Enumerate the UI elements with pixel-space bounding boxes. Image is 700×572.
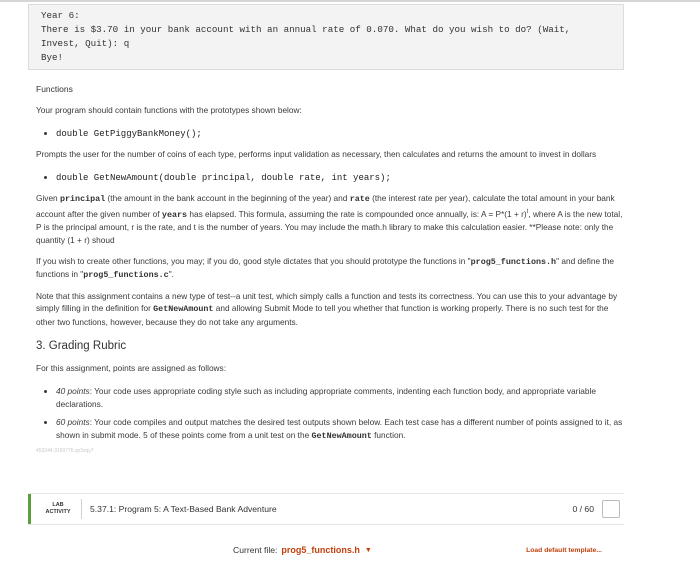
text-span: " and define the functions in " (36, 255, 614, 280)
lab-tag-line: ACTIVITY (45, 509, 71, 515)
code-span: prog5_functions.c (83, 270, 169, 281)
text-span: : Your code uses appropriate coding style such as including appropriate comments, indenting each function body, and appropriate variable declarations. (56, 386, 596, 409)
text-span: Given (36, 193, 60, 204)
text-span: Note that this assignment contains a new type of test--a unit test, which simply calls a function and tests its correctness. You can use this to your advantage by simply filling in the definition for (36, 290, 618, 314)
lab-activity-bar[interactable] (28, 493, 624, 525)
terminal-output (28, 4, 624, 70)
code-span: rate (349, 194, 370, 205)
lab-title: 5.37.1: Program 5: A Text-Based Bank Adventure (90, 504, 277, 514)
lab-score: 0 / 60 (572, 504, 594, 514)
points-emphasis: 40 points (56, 386, 90, 397)
chevron-down-icon[interactable]: ▼ (364, 546, 372, 554)
text-span: and allowing Submit Mode to tell you whether that function is working properly. There is no such test for the other two functions, however, because they do not take any arguments. (36, 303, 609, 327)
superscript: t (526, 208, 529, 215)
prototype-item (56, 171, 624, 185)
current-file-dropdown[interactable]: prog5_functions.h (281, 545, 360, 555)
prototype-description: Prompts the user for the number of coins of each type, performs input validation as necessary, then calculates and returns the amount to invest in dollars (36, 149, 597, 160)
functions-intro: Your program should contain functions with the prototypes shown below: (36, 105, 302, 115)
functions-heading: Functions (36, 84, 73, 94)
lab-accent-stripe (28, 494, 31, 524)
unit-test-note (36, 290, 624, 329)
code-span: prog5_functions.h (470, 256, 557, 267)
terminal-line: Bye! (41, 52, 64, 63)
lab-separator (81, 499, 82, 519)
formula-paragraph (36, 192, 624, 246)
terminal-line: Invest, Quit): q (41, 38, 130, 49)
terminal-line: There is $3.70 in your bank account with an annual rate of 0.070. What do you wish to do? (Wait, (41, 24, 571, 35)
prototype-code: double GetPiggyBankMoney(); (56, 128, 202, 139)
rubric-intro: For this assignment, points are assigned as follows: (36, 363, 226, 374)
lab-tag-line: LAB (52, 502, 64, 508)
text-span: (the amount in the bank account in the beginning of the year) and (105, 193, 350, 204)
code-span: GetNewAmount (153, 304, 214, 315)
code-span: years (161, 209, 188, 220)
prototype-list-1 (36, 127, 624, 141)
text-span: has elapsed. This formula, assuming the rate is compounded once annually, is: A = P*(1 + r) (187, 208, 527, 219)
text-span: If you wish to create other functions, you may; if you do, good style dictates that you should prototype the functions in " (36, 255, 471, 266)
load-default-template-link[interactable]: Load default template... (526, 546, 602, 554)
current-file-row (28, 538, 624, 562)
code-span: principal (59, 194, 106, 205)
code-span: GetNewAmount (311, 430, 372, 441)
text-span: function. (371, 429, 406, 440)
watermark-stamp: 453244.3169776.qx3zqy7 (36, 448, 94, 455)
text-span: ". (168, 269, 174, 280)
rubric-title: 3. Grading Rubric (36, 340, 127, 353)
assignment-content (28, 0, 624, 454)
create-functions-paragraph (36, 255, 624, 282)
lab-activity-tag (43, 502, 73, 516)
completion-checkbox-icon (602, 500, 620, 518)
prototype-list-2 (36, 171, 624, 185)
text-span: : Your code compiles and output matches the desired test outputs shown below. Each test case has a different number of points assigned to it, as shown in submit mode. 5 of these points come from a unit test on the (56, 417, 623, 440)
prototype-item (56, 127, 624, 141)
prototype-code: double GetNewAmount(double principal, double rate, int years); (56, 172, 391, 183)
rubric-item (56, 416, 624, 442)
text-span: , where A is the new total, P is the principal amount, r is the rate, and t is the number of years. You may include the math.h library to make this calculation easier. **Please note: only the quantity (1 + r) shoud (36, 208, 623, 245)
text-span: (the interest rate per year), calculate the total amount in your bank account after the given number of (36, 193, 615, 219)
terminal-line: Year 6: (41, 10, 80, 21)
points-emphasis: 60 points (56, 417, 90, 428)
rubric-item (56, 385, 624, 410)
current-file-label: Current file: (233, 545, 278, 555)
rubric-list (36, 385, 624, 442)
